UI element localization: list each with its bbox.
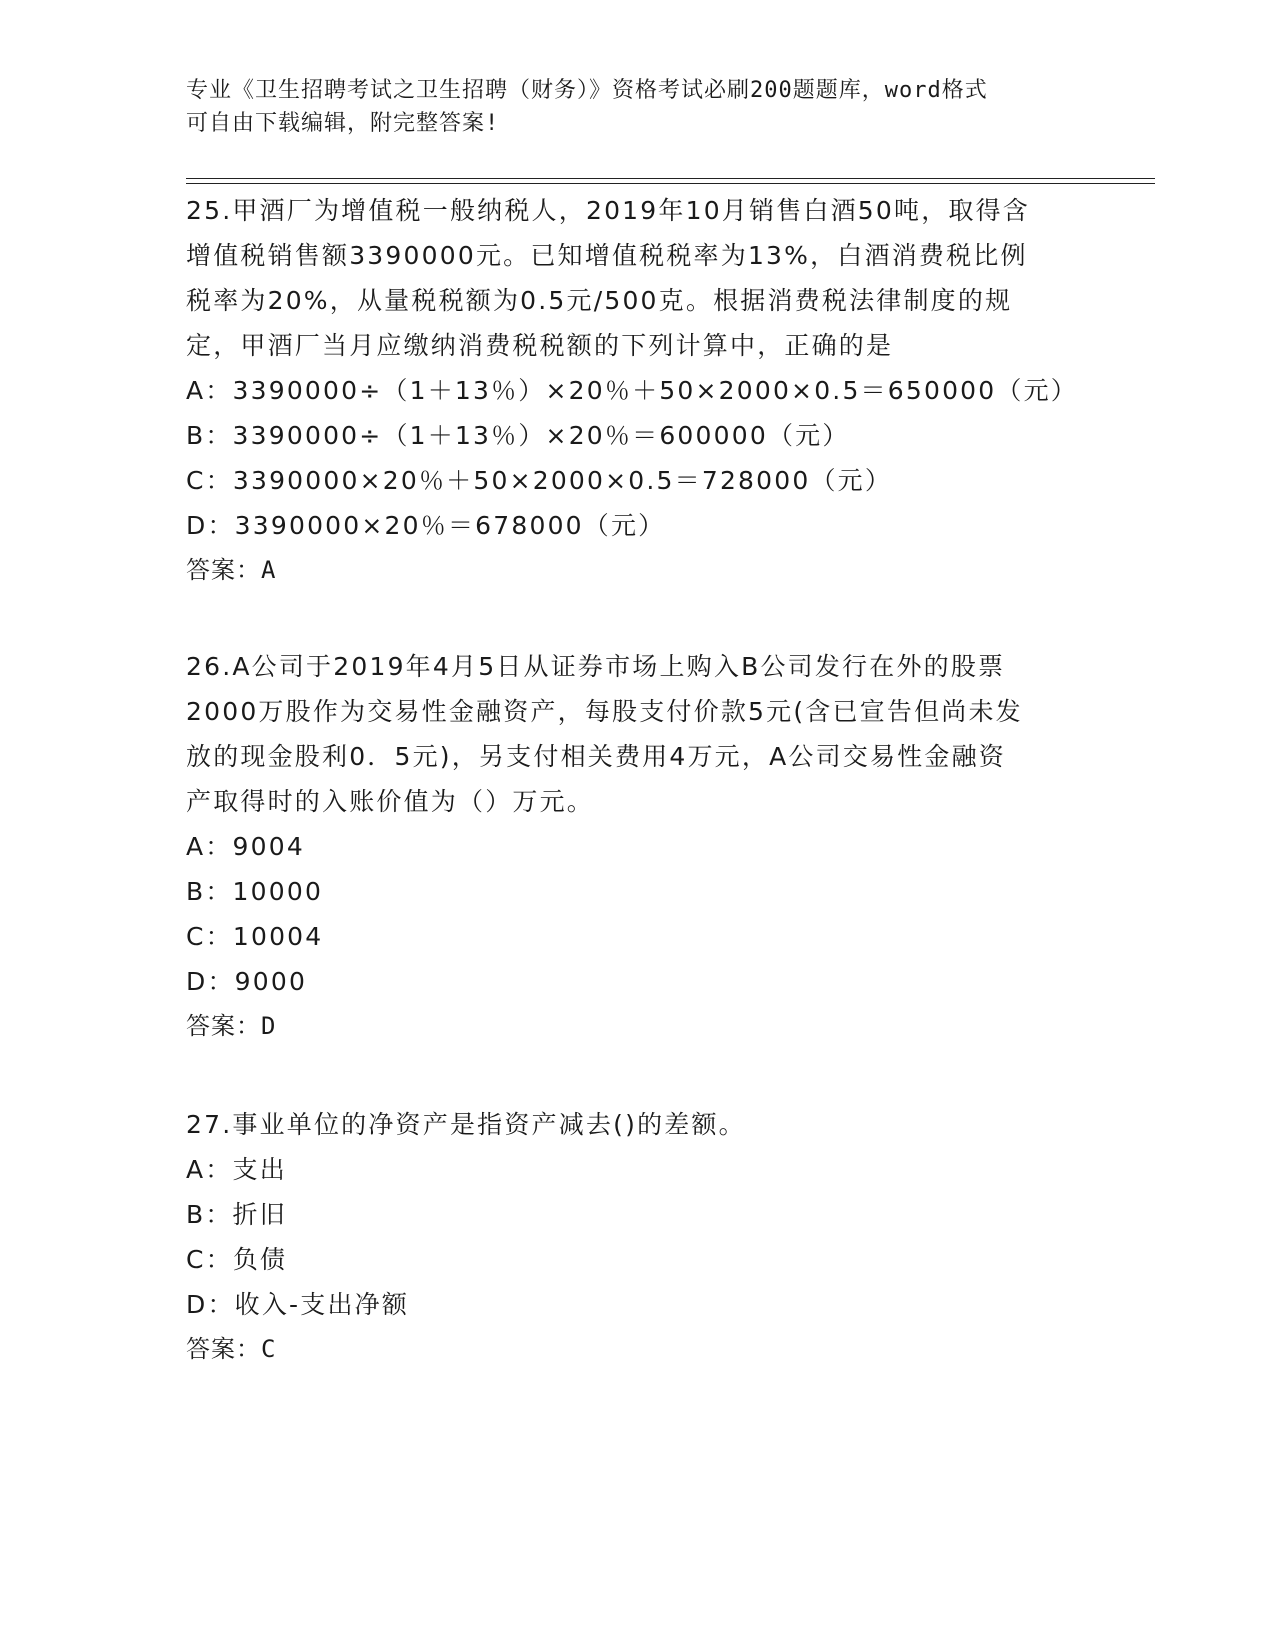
option-d: D：3390000×20％＝678000（元） <box>186 511 666 540</box>
stem-line: 2000万股作为交易性金融资产，每股支付价款5元(含已宣告但尚未发 <box>186 697 1023 726</box>
stem-line: 26.A公司于2019年4月5日从证券市场上购入B公司发行在外的股票 <box>186 652 1006 681</box>
question-25 <box>186 188 1086 593</box>
option-b: B：3390000÷（1＋13％）×20％＝600000（元） <box>186 421 850 450</box>
option-a: A：支出 <box>186 1155 287 1184</box>
question-stem <box>186 644 1086 824</box>
stem-line: 放的现金股利0．5元)，另支付相关费用4万元，A公司交易性金融资 <box>186 742 1006 771</box>
answer-key: 答案：D <box>186 1012 277 1040</box>
document-header <box>186 74 1066 140</box>
option-d: D：收入-支出净额 <box>186 1290 410 1319</box>
question-stem <box>186 1102 1086 1147</box>
header-line-1: 专业《卫生招聘考试之卫生招聘（财务）》资格考试必刷200题题库，word格式 <box>186 78 988 103</box>
option-c: C：3390000×20％＋50×2000×0.5＝728000（元） <box>186 466 893 495</box>
stem-line: 27.事业单位的净资产是指资产减去()的差额。 <box>186 1110 746 1139</box>
option-b: B：10000 <box>186 877 324 906</box>
stem-line: 定，甲酒厂当月应缴纳消费税税额的下列计算中，正确的是 <box>186 331 894 360</box>
question-27 <box>186 1102 1086 1372</box>
option-d: D：9000 <box>186 967 308 996</box>
option-c: C：负债 <box>186 1245 288 1274</box>
answer-key: 答案：C <box>186 1335 277 1363</box>
option-b: B：折旧 <box>186 1200 287 1229</box>
option-a: A：3390000÷（1＋13％）×20％＋50×2000×0.5＝650000（元） <box>186 376 1078 405</box>
option-c: C：10004 <box>186 922 324 951</box>
stem-line: 税率为20%，从量税税额为0.5元/500克。根据消费税法律制度的规 <box>186 286 1013 315</box>
header-line-2: 可自由下载编辑，附完整答案! <box>186 111 500 136</box>
answer-key: 答案：A <box>186 556 277 584</box>
header-divider <box>186 178 1155 184</box>
stem-line: 产取得时的入账价值为（）万元。 <box>186 787 595 816</box>
stem-line: 25.甲酒厂为增值税一般纳税人，2019年10月销售白酒50吨，取得含 <box>186 196 1031 225</box>
question-26 <box>186 644 1086 1049</box>
stem-line: 增值税销售额3390000元。已知增值税税率为13%，白酒消费税比例 <box>186 241 1028 270</box>
option-a: A：9004 <box>186 832 305 861</box>
question-stem <box>186 188 1086 368</box>
